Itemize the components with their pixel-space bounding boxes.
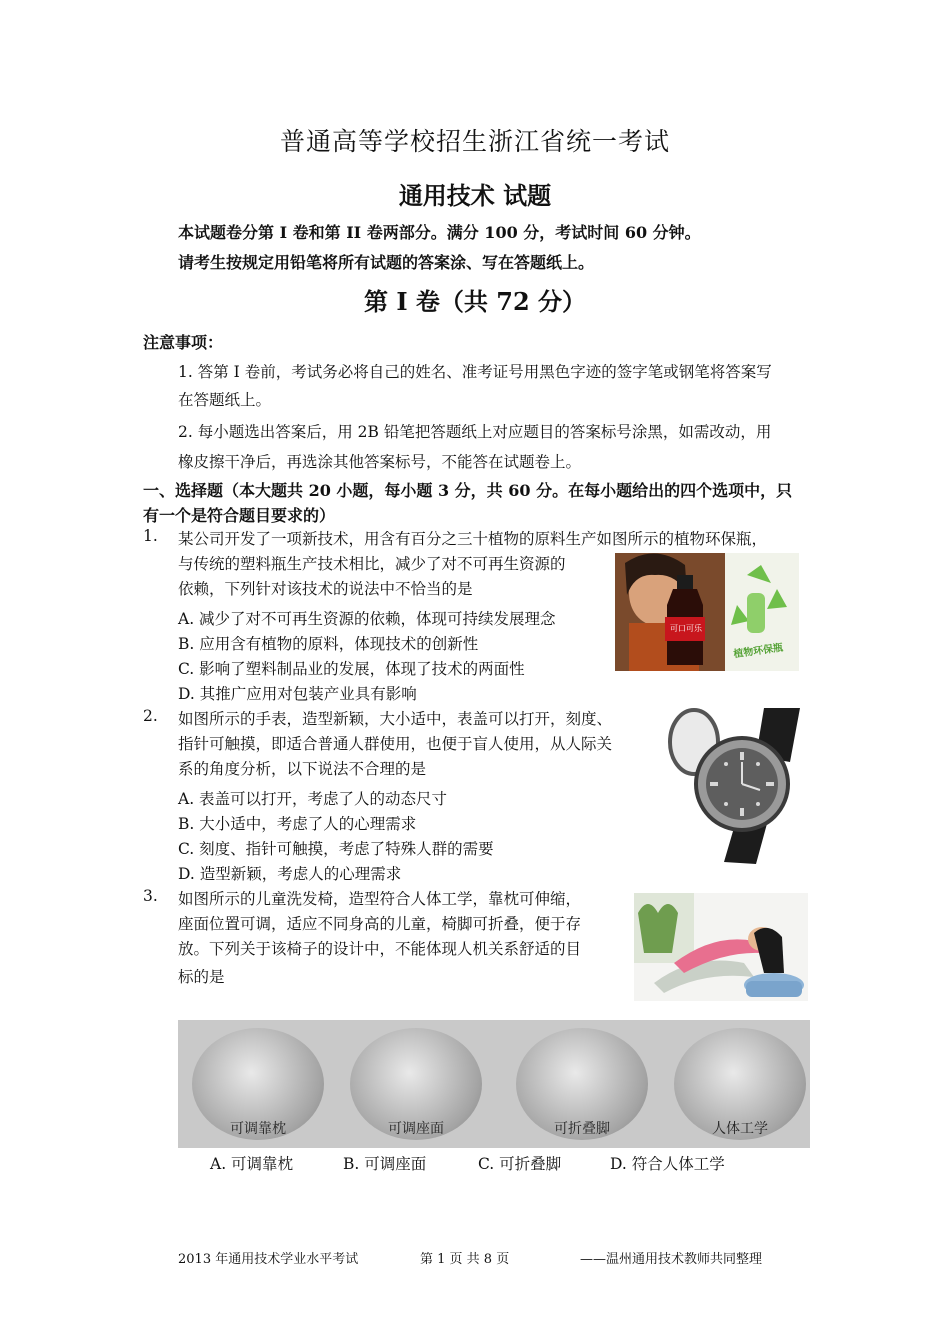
- q1-option-a: A. 减少了对不可再生资源的依赖，体现可持续发展理念: [178, 610, 556, 628]
- eco-bottle-photo: [615, 553, 799, 671]
- q3-option-b: B. 可调座面: [343, 1155, 427, 1173]
- q2-option-b: B. 大小适中，考虑了人的心理需求: [178, 815, 417, 833]
- q3-stem-line-1: 如图所示的儿童洗发椅，造型符合人体工学，靠枕可伸缩，: [178, 890, 582, 908]
- q3-option-d: D. 符合人体工学: [610, 1155, 725, 1173]
- q3-option-a: A. 可调靠枕: [210, 1155, 294, 1173]
- footer-page-number: 第 1 页 共 8 页: [420, 1252, 510, 1267]
- detail-caption-2: 可调座面: [388, 1121, 444, 1137]
- q1-option-c: C. 影响了塑料制品业的发展，体现了技术的两面性: [178, 660, 525, 678]
- q1-stem-line-2: 与传统的塑料瓶生产技术相比，减少了对不可再生资源的: [178, 555, 566, 573]
- watch-illustration: [668, 704, 806, 866]
- q3-option-c: C. 可折叠脚: [478, 1155, 562, 1173]
- q1-stem-line-3: 依赖，下列针对该技术的说法中不恰当的是: [178, 580, 473, 598]
- q2-option-c: C. 刻度、指针可触摸，考虑了特殊人群的需要: [178, 840, 494, 858]
- q3-stem-line-4: 标的是: [178, 968, 225, 986]
- q2-number: 2.: [143, 707, 158, 725]
- eco-bottle-label: 植物环保瓶: [732, 642, 784, 661]
- washing-chair-photo: [634, 893, 808, 1001]
- q3-stem-line-3: 放。下列关于该椅子的设计中，不能体现人机关系舒适的目: [178, 940, 582, 958]
- notice-item-1-line-2: 在答题纸上。: [178, 391, 272, 409]
- detail-caption-3: 可折叠脚: [554, 1121, 610, 1137]
- intro-line-1: 本试题卷分第 I 卷和第 II 卷两部分。满分 100 分，考试时间 60 分钟。: [178, 223, 701, 242]
- q1-option-b: B. 应用含有植物的原料，体现技术的创新性: [178, 635, 479, 653]
- intro-line-2: 请考生按规定用铅笔将所有试题的答案涂、写在答题纸上。: [178, 253, 595, 272]
- notice-heading: 注意事项：: [143, 333, 224, 352]
- notice-item-2-line-2: 橡皮擦干净后，再选涂其他答案标号，不能答在试题卷上。: [178, 453, 582, 471]
- notice-item-2-line-1: 2. 每小题选出答案后，用 2B 铅笔把答题纸上对应题目的答案标号涂黑，如需改动，用: [178, 423, 772, 441]
- exam-subtitle: 通用技术 试题: [398, 181, 552, 210]
- q1-option-d: D. 其推广应用对包装产业具有影响: [178, 685, 417, 703]
- notice-item-1-line-1: 1. 答第 I 卷前，考试务必将自己的姓名、准考证号用黑色字迹的签字笔或钢笔将答案写: [178, 363, 772, 381]
- coke-label: 可口可乐: [670, 624, 702, 633]
- q2-option-a: A. 表盖可以打开，考虑了人的动态尺寸: [178, 790, 448, 808]
- q2-stem-line-2: 指针可触摸，即适合普通人群使用，也便于盲人使用，从人际关: [178, 735, 613, 753]
- q2-stem-line-3: 系的角度分析，以下说法不合理的是: [178, 760, 427, 778]
- q1-stem-line-1: 某公司开发了一项新技术，用含有百分之三十植物的原料生产如图所示的植物环保瓶，: [178, 530, 768, 548]
- detail-caption-1: 可调靠枕: [230, 1121, 286, 1137]
- q3-stem-line-2: 座面位置可调，适应不同身高的儿童，椅脚可折叠，便于存: [178, 915, 582, 933]
- detail-caption-4: 人体工学: [712, 1121, 768, 1137]
- q2-stem-line-1: 如图所示的手表，造型新颖，大小适中，表盖可以打开，刻度、: [178, 710, 613, 728]
- chair-detail-strip: [178, 1020, 810, 1148]
- footer-credit: ——温州通用技术教师共同整理: [580, 1252, 763, 1267]
- part-title: 第 I 卷（共 72 分）: [363, 287, 587, 316]
- q3-number: 3.: [143, 887, 158, 905]
- q2-option-d: D. 造型新颖，考虑人的心理需求: [178, 865, 402, 883]
- section-heading-line-2: 有一个是符合题目要求的）: [143, 506, 336, 525]
- q1-number: 1.: [143, 527, 158, 545]
- footer-exam-name: 2013 年通用技术学业水平考试: [178, 1252, 359, 1267]
- exam-title: 普通高等学校招生浙江省统一考试: [279, 127, 670, 156]
- section-heading-line-1: 一、选择题（本大题共 20 小题，每小题 3 分，共 60 分。在每小题给出的四个选项中，只: [143, 481, 793, 500]
